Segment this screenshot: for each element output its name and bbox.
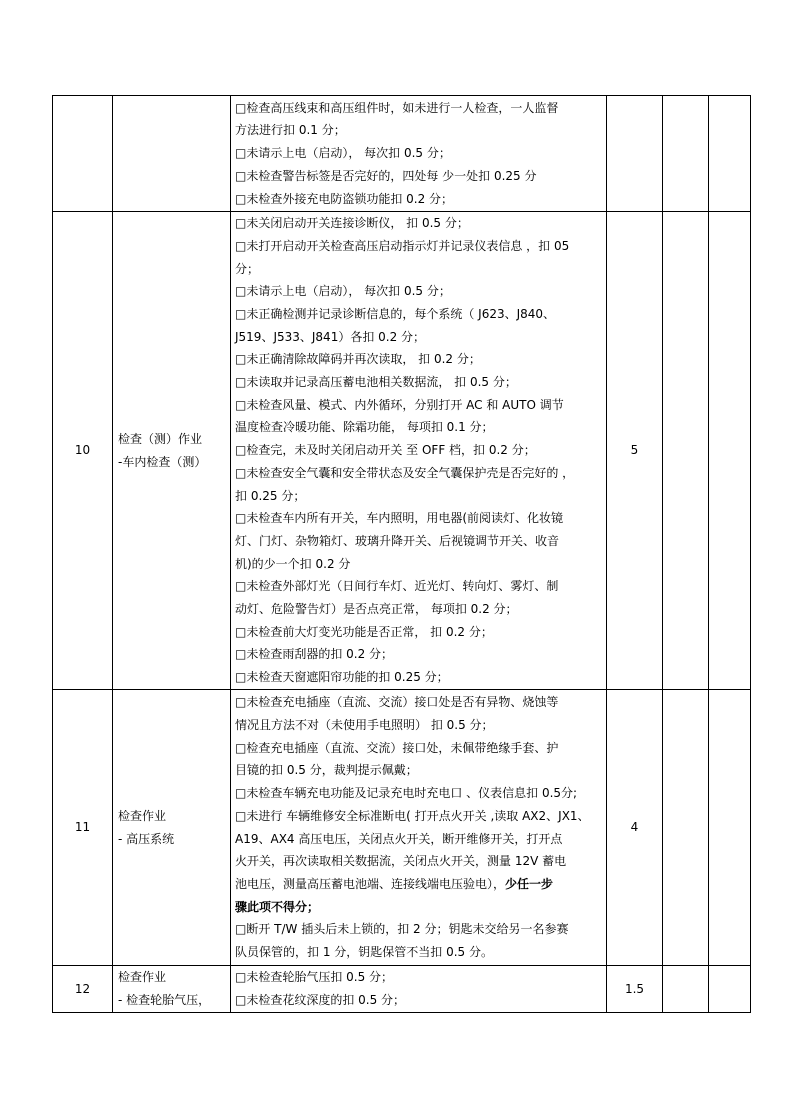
item-number-cell: 10 bbox=[53, 212, 113, 690]
blank-cell bbox=[663, 966, 709, 1013]
criteria-line: □检查高压线束和高压组件时，如未进行一人检查，一人监督 bbox=[235, 100, 559, 115]
score-cell: 5 bbox=[607, 212, 663, 690]
criteria-line: □断开 T/W 插头后未上锁的，扣 2 分；钥匙未交给另一名参赛 bbox=[235, 922, 569, 937]
blank-cell bbox=[709, 690, 751, 966]
criteria-line: A19、AX4 高压电压，关闭点火开关，断开维修开关，打开点 bbox=[235, 831, 563, 846]
blank-cell bbox=[709, 966, 751, 1013]
category-line: -车内检查（测） bbox=[118, 454, 207, 469]
criteria-line: □检查充电插座（直流、交流）接口处，未佩带绝缘手套、护 bbox=[235, 740, 559, 755]
category-line: 检查作业 bbox=[118, 808, 167, 823]
criteria-line: 方法进行扣 0.1 分； bbox=[235, 123, 346, 138]
table-row bbox=[53, 690, 751, 966]
table-row bbox=[53, 212, 751, 690]
criteria-line: 池电压，测量高压蓄电池端、连接线端电压验电），少任一步 bbox=[235, 876, 554, 891]
criteria-line: □未检查天窗遮阳帘功能的扣 0.25 分； bbox=[235, 670, 449, 685]
category-line: - 检查轮胎气压， bbox=[118, 993, 211, 1007]
criteria-line: □未检查花纹深度的扣 0.5 分； bbox=[235, 993, 406, 1007]
table-row bbox=[53, 96, 751, 212]
scoring-table bbox=[52, 95, 751, 1013]
blank-cell bbox=[709, 212, 751, 690]
table-row bbox=[53, 966, 751, 1013]
criteria-line: □未正确检测并记录诊断信息的，每个系统（ J623、J840、 bbox=[235, 306, 556, 321]
criteria-line: □未检查雨刮器的扣 0.2 分； bbox=[235, 647, 394, 662]
criteria-line: □未进行 车辆维修安全标准断电( 打开点火开关 ,读取 AX2、JX1、 bbox=[235, 808, 590, 823]
criteria-line: 火开关，再次读取相关数据流，关闭点火开关，测量 12V 蓄电 bbox=[235, 854, 567, 869]
criteria-cell bbox=[231, 212, 607, 690]
criteria-line: □未打开启动开关检查高压启动指示灯并记录仪表信息 ，扣 05 bbox=[235, 238, 570, 253]
category-line: - 高压系统 bbox=[118, 831, 175, 846]
score-cell: 1.5 bbox=[607, 966, 663, 1013]
item-category-cell bbox=[113, 966, 231, 1013]
category-line: 检查（测）作业 bbox=[118, 431, 203, 446]
criteria-line: □未检查外部灯光（日间行车灯、近光灯、转向灯、雾灯、制 bbox=[235, 579, 559, 594]
criteria-line: □未检查安全气囊和安全带状态及安全气囊保护壳是否完好的 ， bbox=[235, 465, 575, 480]
blank-cell bbox=[663, 212, 709, 690]
criteria-line: □未检查前大灯变光功能是否正常， 扣 0.2 分； bbox=[235, 624, 493, 639]
criteria-line: 灯、门灯、杂物箱灯、玻璃升降开关、后视镜调节开关、收音 bbox=[235, 533, 560, 548]
criteria-line: □未检查风量、模式、内外循环，分别打开 AC 和 AUTO 调节 bbox=[235, 397, 564, 412]
category-line: 检查作业 bbox=[118, 970, 167, 985]
criteria-line: 扣 0.25 分； bbox=[235, 488, 306, 503]
item-number-cell: 12 bbox=[53, 966, 113, 1013]
emphasis-text: 少任一步 bbox=[505, 876, 554, 891]
item-number-cell bbox=[53, 96, 113, 212]
score-cell bbox=[607, 96, 663, 212]
item-number-cell: 11 bbox=[53, 690, 113, 966]
criteria-line: □未读取并记录高压蓄电池相关数据流， 扣 0.5 分； bbox=[235, 375, 517, 390]
criteria-line: J519、J533、J841）各扣 0.2 分； bbox=[235, 329, 426, 344]
criteria-line: □未检查车辆充电功能及记录充电时充电口 、仪表信息扣 0.5分; bbox=[235, 786, 578, 801]
blank-cell bbox=[709, 96, 751, 212]
criteria-line: □未检查充电插座（直流、交流）接口处是否有异物、烧蚀等 bbox=[235, 695, 559, 710]
criteria-line: 情况且方法不对（未使用手电照明） 扣 0.5 分； bbox=[235, 717, 494, 732]
criteria-line: 温度检查冷暖功能、除霜功能， 每项扣 0.1 分； bbox=[235, 420, 494, 435]
criteria-line: □检查完，未及时关闭启动开关 至 OFF 档，扣 0.2 分； bbox=[235, 443, 536, 458]
item-category-cell bbox=[113, 96, 231, 212]
criteria-cell bbox=[231, 966, 607, 1013]
criteria-line: 目镜的扣 0.5 分，裁判提示佩戴； bbox=[235, 763, 418, 778]
criteria-cell bbox=[231, 690, 607, 966]
criteria-line: □未检查车内所有开关，车内照明，用电器(前阅读灯、化妆镜 bbox=[235, 511, 564, 526]
criteria-cell bbox=[231, 96, 607, 212]
criteria-line: 动灯、危险警告灯）是否点亮正常， 每项扣 0.2 分； bbox=[235, 602, 518, 617]
criteria-line: □未检查警告标签是否完好的，四处每 少一处扣 0.25 分 bbox=[235, 168, 537, 183]
item-category-cell bbox=[113, 212, 231, 690]
blank-cell bbox=[663, 96, 709, 212]
criteria-line: 机)的少一个扣 0.2 分 bbox=[235, 556, 351, 571]
criteria-line: □未检查轮胎气压扣 0.5 分； bbox=[235, 970, 394, 985]
criteria-line: 分； bbox=[235, 261, 260, 276]
criteria-line: □未检查外接充电防盗锁功能扣 0.2 分； bbox=[235, 191, 454, 206]
criteria-line: 队员保管的，扣 1 分，钥匙保管不当扣 0.5 分。 bbox=[235, 945, 493, 960]
criteria-line: □未请示上电（启动）， 每次扣 0.5 分； bbox=[235, 146, 451, 161]
blank-cell bbox=[663, 690, 709, 966]
criteria-line: □未正确清除故障码并再次读取， 扣 0.2 分； bbox=[235, 352, 481, 367]
item-category-cell bbox=[113, 690, 231, 966]
score-cell: 4 bbox=[607, 690, 663, 966]
criteria-line: □未关闭启动开关连接诊断仪， 扣 0.5 分； bbox=[235, 216, 469, 231]
criteria-line: □未请示上电（启动）， 每次扣 0.5 分； bbox=[235, 284, 451, 299]
criteria-line: 骤此项不得分； bbox=[235, 899, 320, 914]
